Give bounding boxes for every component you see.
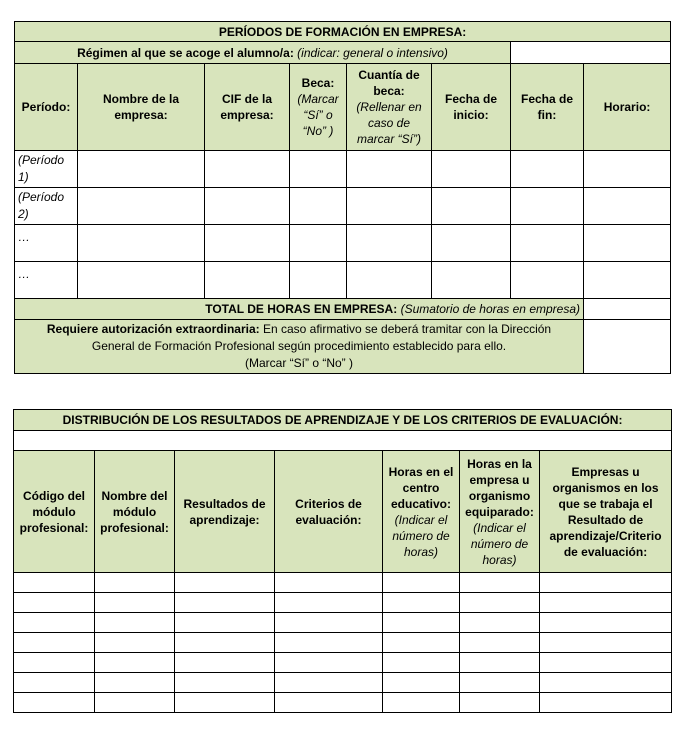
table-row xyxy=(14,593,672,613)
cell-input[interactable] xyxy=(175,653,275,673)
cell-input[interactable] xyxy=(290,225,347,262)
header-cuantia-label: Cuantía de beca: xyxy=(358,68,420,98)
table-row xyxy=(14,673,672,693)
header-horas-centro-hint: (Indicar el número de horas) xyxy=(392,512,450,559)
cell-input[interactable] xyxy=(432,225,511,262)
cell-input[interactable] xyxy=(383,613,460,633)
cell-input[interactable] xyxy=(584,262,671,299)
cell-input[interactable] xyxy=(78,262,205,299)
cell-input[interactable] xyxy=(14,593,95,613)
table-row xyxy=(14,653,672,673)
cell-input[interactable] xyxy=(540,633,672,653)
header-horas-empresa xyxy=(460,451,540,573)
cell-input[interactable] xyxy=(275,673,383,693)
cell-input[interactable] xyxy=(584,151,671,188)
cell-input[interactable] xyxy=(432,151,511,188)
cell-input[interactable] xyxy=(175,573,275,593)
cell-input[interactable] xyxy=(95,613,175,633)
cell-input[interactable] xyxy=(432,262,511,299)
cell-input[interactable] xyxy=(511,188,584,225)
cell-input[interactable] xyxy=(383,633,460,653)
cell-input[interactable] xyxy=(460,573,540,593)
cell-input[interactable] xyxy=(205,188,290,225)
table-row xyxy=(15,225,671,262)
cell-input[interactable] xyxy=(14,613,95,633)
cell-input[interactable] xyxy=(275,573,383,593)
cell-input[interactable] xyxy=(275,633,383,653)
header-nombre-empresa: Nombre de la empresa: xyxy=(78,64,205,151)
table-row xyxy=(15,188,671,225)
header-cif-empresa: CIF de la empresa: xyxy=(205,64,290,151)
cell-input[interactable] xyxy=(347,262,432,299)
cell-input[interactable] xyxy=(383,573,460,593)
cell-input[interactable] xyxy=(383,693,460,713)
cell-input[interactable] xyxy=(460,653,540,673)
cell-input[interactable] xyxy=(383,673,460,693)
periodo-label: … xyxy=(15,225,78,262)
distribucion-title: DISTRIBUCIÓN DE LOS RESULTADOS DE APRENDIZAJE Y DE LOS CRITERIOS DE EVALUACIÓN: xyxy=(14,410,672,431)
cell-input[interactable] xyxy=(540,593,672,613)
cell-input[interactable] xyxy=(383,653,460,673)
total-horas-input[interactable] xyxy=(584,299,671,320)
header-criterios-evaluacion: Criterios de evaluación: xyxy=(275,451,383,573)
distribucion-resultados-table xyxy=(13,409,672,713)
autorizacion-hint: (Marcar “Sí” o “No” ) xyxy=(245,356,353,370)
cell-input[interactable] xyxy=(205,151,290,188)
cell-input[interactable] xyxy=(275,613,383,633)
header-cuantia-hint: (Rellenar en caso de marcar “Sí”) xyxy=(356,100,422,146)
cell-input[interactable] xyxy=(95,653,175,673)
cell-input[interactable] xyxy=(78,151,205,188)
periodos-formacion-table xyxy=(14,21,671,374)
periodos-title: PERÍODOS DE FORMACIÓN EN EMPRESA: xyxy=(15,22,671,42)
cell-input[interactable] xyxy=(511,225,584,262)
periodo-label: (Período 2) xyxy=(15,188,78,225)
cell-input[interactable] xyxy=(78,225,205,262)
cell-input[interactable] xyxy=(205,262,290,299)
autorizacion-label: Requiere autorización extraordinaria: xyxy=(46,322,260,336)
distribucion-blank-row[interactable] xyxy=(14,431,672,451)
cell-input[interactable] xyxy=(460,613,540,633)
cell-input[interactable] xyxy=(14,693,95,713)
header-horas-empresa-label: Horas en la empresa u organismo equiparado: xyxy=(465,456,534,519)
cell-input[interactable] xyxy=(540,573,672,593)
cell-input[interactable] xyxy=(14,633,95,653)
cell-input[interactable] xyxy=(275,653,383,673)
total-horas-hint: (Sumatorio de horas en empresa) xyxy=(400,302,580,316)
cell-input[interactable] xyxy=(95,593,175,613)
cell-input[interactable] xyxy=(14,673,95,693)
cell-input[interactable] xyxy=(175,673,275,693)
cell-input[interactable] xyxy=(540,653,672,673)
table-row xyxy=(14,573,672,593)
cell-input[interactable] xyxy=(95,573,175,593)
header-beca-hint: (Marcar “Sí” o “No” ) xyxy=(297,92,339,138)
table-row xyxy=(15,151,671,188)
cell-input[interactable] xyxy=(584,188,671,225)
cell-input[interactable] xyxy=(511,151,584,188)
autorizacion-text: En caso afirmativo se deberá tramitar con la Dirección General de Formación Profesional según procedimiento establecido para ello. xyxy=(91,322,552,353)
cell-input[interactable] xyxy=(275,693,383,713)
cell-input[interactable] xyxy=(95,633,175,653)
cell-input[interactable] xyxy=(95,693,175,713)
header-horario: Horario: xyxy=(584,64,671,151)
header-cuantia-beca xyxy=(347,64,432,151)
header-resultados-aprendizaje: Resultados de aprendizaje: xyxy=(175,451,275,573)
header-horas-empresa-hint: (Indicar el número de horas) xyxy=(470,520,529,567)
table-row xyxy=(14,633,672,653)
periodo-label: … xyxy=(15,262,78,299)
cell-input[interactable] xyxy=(14,573,95,593)
cell-input[interactable] xyxy=(175,633,275,653)
cell-input[interactable] xyxy=(290,188,347,225)
regimen-label-cell xyxy=(15,42,511,64)
header-beca-label: Beca: xyxy=(301,76,335,90)
cell-input[interactable] xyxy=(540,673,672,693)
cell-input[interactable] xyxy=(347,151,432,188)
cell-input[interactable] xyxy=(540,613,672,633)
header-fecha-fin: Fecha de fin: xyxy=(511,64,584,151)
total-horas-label: TOTAL DE HORAS EN EMPRESA: xyxy=(205,302,398,316)
table-row xyxy=(14,613,672,633)
cell-input[interactable] xyxy=(14,653,95,673)
cell-input[interactable] xyxy=(540,693,672,713)
cell-input[interactable] xyxy=(584,225,671,262)
header-beca xyxy=(290,64,347,151)
cell-input[interactable] xyxy=(78,188,205,225)
cell-input[interactable] xyxy=(290,151,347,188)
cell-input[interactable] xyxy=(432,188,511,225)
header-horas-centro-label: Horas en el centro educativo: xyxy=(388,464,454,511)
cell-input[interactable] xyxy=(460,673,540,693)
header-nombre-modulo: Nombre del módulo profesional: xyxy=(95,451,175,573)
cell-input[interactable] xyxy=(175,613,275,633)
cell-input[interactable] xyxy=(347,225,432,262)
cell-input[interactable] xyxy=(175,593,275,613)
header-periodo: Período: xyxy=(15,64,78,151)
cell-input[interactable] xyxy=(383,593,460,613)
autorizacion-cell xyxy=(15,320,584,374)
periodo-label: (Período 1) xyxy=(15,151,78,188)
regimen-input[interactable] xyxy=(511,42,671,64)
cell-input[interactable] xyxy=(460,593,540,613)
cell-input[interactable] xyxy=(275,593,383,613)
cell-input[interactable] xyxy=(175,693,275,713)
cell-input[interactable] xyxy=(290,262,347,299)
header-empresas-organismos: Empresas u organismos en los que se trabaja el Resultado de aprendizaje/Criterio de evaluación: xyxy=(540,451,672,573)
distribucion-body xyxy=(14,573,672,713)
autorizacion-input[interactable] xyxy=(584,320,671,374)
header-codigo-modulo: Código del módulo profesional: xyxy=(14,451,95,573)
table-row xyxy=(15,262,671,299)
cell-input[interactable] xyxy=(460,693,540,713)
header-fecha-inicio: Fecha de inicio: xyxy=(432,64,511,151)
regimen-label: Régimen al que se acoge el alumno/a: xyxy=(77,45,294,60)
header-horas-centro xyxy=(383,451,460,573)
cell-input[interactable] xyxy=(460,633,540,653)
cell-input[interactable] xyxy=(347,188,432,225)
cell-input[interactable] xyxy=(205,225,290,262)
cell-input[interactable] xyxy=(95,673,175,693)
total-horas-label-cell xyxy=(15,299,584,320)
table-row xyxy=(14,693,672,713)
regimen-hint: (indicar: general o intensivo) xyxy=(297,45,448,60)
cell-input[interactable] xyxy=(511,262,584,299)
